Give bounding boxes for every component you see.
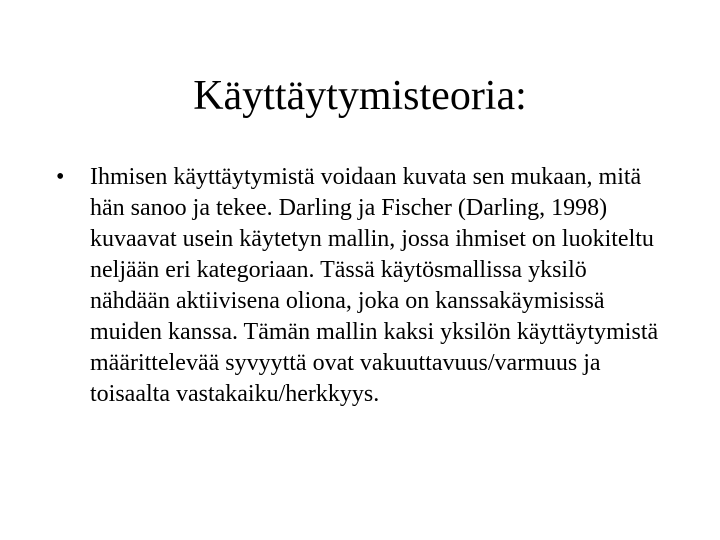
bullet-marker: • [56, 164, 65, 190]
slide-title: Käyttäytymisteoria: [193, 73, 527, 119]
bullet-text: Ihmisen käyttäytymistä voidaan kuvata sen mukaan, mitä hän sanoo ja tekee. Darling ja Fischer (Darling, 1998) kuvaavat usein käytetyn mallin, jossa ihmiset on luokiteltu neljään eri kategoriaan. Tässä käytösmallissa yksilö nähdään aktiivisena oliona, joka on kanssakäymisissä muiden kanssa. Tämän mallin kaksi yksilön käyttäytymistä määrittelevää syvyyttä ovat vakuuttavuus/varmuus ja toisaalta vastakaiku/herkkyys. [90, 164, 659, 407]
bullet-item [56, 162, 666, 410]
bullet-list [56, 162, 666, 410]
